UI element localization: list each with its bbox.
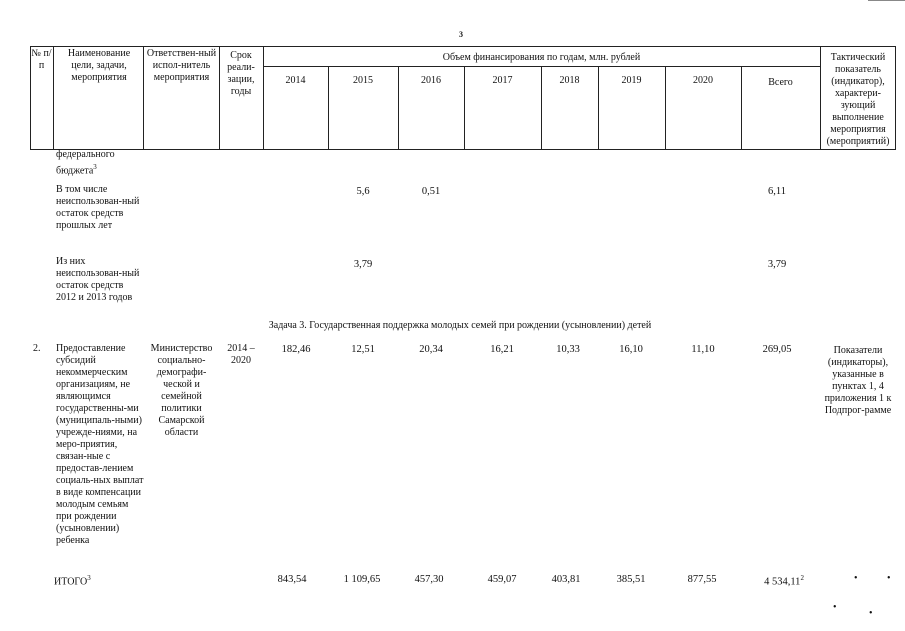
divider — [53, 46, 54, 150]
item2-total: 269,05 — [762, 344, 792, 355]
item2-value-2016: 20,34 — [419, 344, 443, 355]
item2-value-2018: 10,33 — [556, 344, 580, 355]
remainder-prev-2016: 0,51 — [421, 186, 441, 197]
remainder-2012-total: 3,79 — [767, 259, 787, 270]
item2-value-2015: 12,51 — [351, 344, 375, 355]
itogo-label: ИТОГО$^3$ — [54, 574, 91, 588]
remainder-prev-label: В том числе неиспользован-ный остаток средств прошлых лет — [56, 184, 140, 231]
remainder-prev-2015: 5,6 — [356, 186, 370, 197]
header-year: 2018 — [559, 75, 580, 86]
item2-indicator: Показатели (индикаторы), указанные в пунктах 1, 4 приложения 1 к Подпрог-рамме — [824, 345, 892, 416]
divider — [143, 46, 144, 150]
header-term: Срок реали-зации, годы — [227, 50, 255, 97]
item2-value-2017: 16,21 — [490, 344, 514, 355]
header-year: 2015 — [353, 75, 373, 86]
federal-budget-tail: федерального бюджета$^3$ — [56, 149, 115, 177]
remainder-2012-2015: 3,79 — [353, 259, 373, 270]
header-year: 2014 — [285, 75, 306, 86]
remainder-prev-total: 6,11 — [768, 186, 786, 197]
header-year: 2016 — [421, 75, 441, 86]
item2-num: 2. — [33, 343, 41, 354]
top-edge-line — [868, 0, 905, 1]
itogo-value-2015: 1 109,65 — [343, 574, 381, 585]
item2-value-2020: 11,10 — [691, 344, 715, 355]
item2-label: Предоставление субсидий некоммерческим организациям, не являющимся государственны-ми (муниципаль-ными) учрежде-ниями, на меро-приятия, связан-ные с предостав-лением социаль-ных выплат в виде компенсации молодым семьям при рождении (усыновлении) ребенка — [56, 343, 144, 546]
divider — [820, 46, 821, 150]
header-name: Наименование цели, задачи, мероприятия — [67, 48, 131, 83]
page-number: 3 — [459, 30, 463, 39]
item2-executor: Министерство социально-демографи-ческой и семейной политики Самарской области — [150, 343, 213, 438]
header-financing: Объем финансирования по годам, млн. рублей — [442, 52, 641, 63]
scan-speck: • — [833, 602, 837, 613]
header-total: Всего — [768, 77, 793, 88]
remainder-2012-label: Из них неиспользован-ный остаток средств 2012 и 2013 годов — [56, 256, 140, 303]
header-year: 2020 — [693, 75, 713, 86]
item2-term: 2014 – 2020 — [227, 343, 255, 366]
itogo-value-2017: 459,07 — [487, 574, 517, 585]
scan-speck: • — [854, 573, 858, 584]
scan-speck: • — [869, 608, 873, 619]
scan-speck: • — [887, 573, 891, 584]
header-indicator: Тактический показатель (индикатор), характери-зующий выполнение мероприятия (мероприятий) — [826, 52, 890, 147]
item2-value-2019: 16,10 — [619, 344, 643, 355]
itogo-value-2018: 403,81 — [551, 574, 581, 585]
itogo-total: 4 534,11$^2$ — [764, 574, 804, 588]
itogo-value-2014: 843,54 — [277, 574, 307, 585]
divider — [263, 66, 820, 67]
task3-title: Задача 3. Государственная поддержка молодых семей при рождении (усыновлении) детей — [268, 320, 652, 331]
item2-value-2014: 182,46 — [281, 344, 311, 355]
header-executor: Ответствен-ный испол-нитель мероприятия — [146, 48, 217, 83]
itogo-value-2020: 877,55 — [687, 574, 717, 585]
header-year: 2019 — [621, 75, 642, 86]
itogo-value-2019: 385,51 — [616, 574, 646, 585]
itogo-value-2016: 457,30 — [414, 574, 444, 585]
header-num: № п/п — [31, 48, 52, 71]
divider — [219, 46, 220, 150]
header-year: 2017 — [492, 75, 513, 86]
